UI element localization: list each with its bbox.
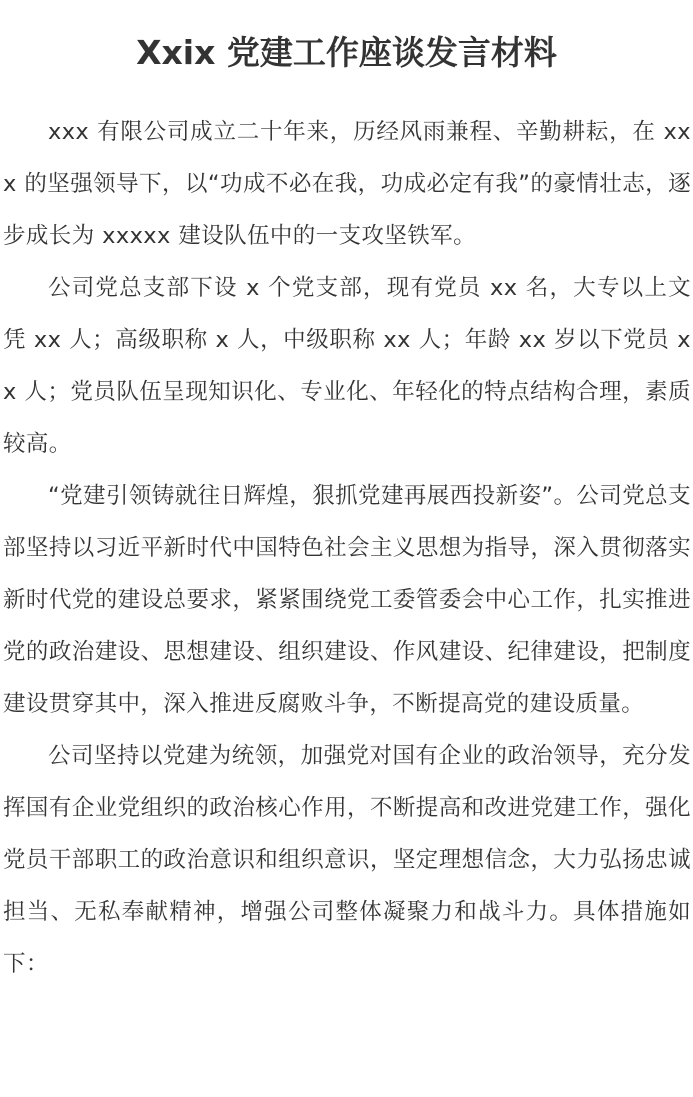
paragraph-2: 公司党总支部下设 x 个党支部，现有党员 xx 名，大专以上文凭 xx 人；高级职称 x 人，中级职称 xx 人；年龄 xx 岁以下党员 xx 人；党员队伍呈现知识化、专业化、年轻化的特点结构合理，素质较高。	[3, 275, 691, 457]
paragraph-1: xxx 有限公司成立二十年来，历经风雨兼程、辛勤耕耘，在 xxx 的坚强领导下，以“功成不必在我，功成必定有我”的豪情壮志，逐步成长为 xxxxx 建设队伍中的一支攻坚铁军。	[3, 119, 691, 249]
paragraph-3: “党建引领铸就往日辉煌，狠抓党建再展西投新姿”。公司党总支部坚持以习近平新时代中国特色社会主义思想为指导，深入贯彻落实新时代党的建设总要求，紧紧围绕党工委管委会中心工作，扎实推进党的政治建设、思想建设、组织建设、作风建设、纪律建设，把制度建设贯穿其中，深入推进反腐败斗争，不断提高党的建设质量。	[3, 483, 691, 717]
document-title: Xxix 党建工作座谈发言材料	[136, 33, 557, 72]
paragraph-4: 公司坚持以党建为统领，加强党对国有企业的政治领导，充分发挥国有企业党组织的政治核心作用，不断提高和改进党建工作，强化党员干部职工的政治意识和组织意识，坚定理想信念，大力弘扬忠诚担当、无私奉献精神，增强公司整体凝聚力和战斗力。具体措施如下：	[3, 743, 691, 977]
document-body	[3, 106, 691, 990]
